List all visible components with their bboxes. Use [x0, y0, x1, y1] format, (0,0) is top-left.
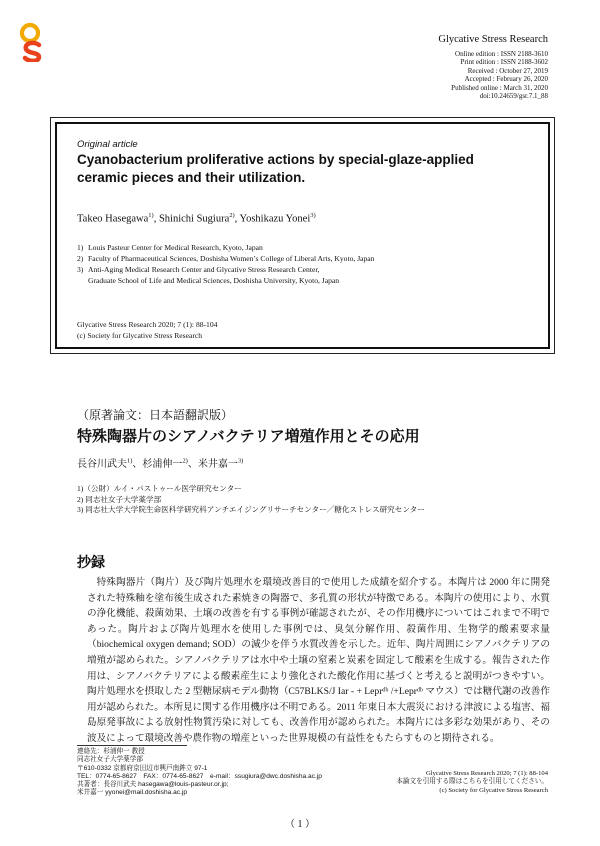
- contact-tel-email: TEL：0774-65-8627 FAX：0774-65-8627 e-mail：ssugiura@dwc.doshisha.ac.jp: [77, 772, 322, 780]
- affiliation-item: [77, 264, 374, 275]
- issn-online: Online edition : ISSN 2188-3610: [455, 50, 548, 58]
- contact-block: [77, 748, 322, 798]
- citation: Glycative Stress Research 2020; 7 (1): 88-104: [77, 320, 218, 329]
- received-date: Received : October 27, 2019: [467, 66, 548, 75]
- contact-name: 連絡先：杉浦伸一 教授: [77, 748, 145, 755]
- jp-article-label: （原著論文：日本語翻訳版）: [77, 408, 234, 422]
- author-separator: 、: [132, 459, 143, 470]
- footnote-divider: [77, 745, 187, 746]
- footer-citation-line: Glycative Stress Research 2020; 7 (1): 88-104: [426, 770, 548, 777]
- affiliation-jp-item: 1)（公財）ルイ・パストゥール医学研究センター: [77, 484, 242, 493]
- abstract-heading: 抄録: [77, 554, 105, 570]
- contact-dept: 同志社女子大学薬学部: [77, 756, 143, 764]
- publication-info: [451, 50, 548, 100]
- author-affil-mark: 1): [148, 212, 154, 219]
- authors-jp: [77, 455, 243, 470]
- author-affil-mark: 2): [229, 212, 235, 219]
- published-date: Published online : March 31, 2020: [451, 83, 548, 92]
- author-name: Takeo Hasegawa: [77, 213, 149, 225]
- journal-name: Glycative Stress Research: [438, 34, 548, 45]
- footer-copyright: (c) Society for Glycative Stress Research: [439, 786, 548, 794]
- author-name: Shinichi Sugiura: [158, 213, 230, 225]
- affiliation-text: Anti-Aging Medical Research Center and Glycative Stress Research Center,: [88, 265, 320, 274]
- affiliations-jp: [77, 484, 425, 516]
- page-number: （ 1 ）: [285, 819, 315, 830]
- affiliation-jp-item: 2) 同志社女子大学薬学部: [77, 494, 162, 504]
- affiliations-en: [77, 242, 374, 286]
- footer-citation: [396, 770, 548, 795]
- affiliation-item: [77, 253, 374, 264]
- coauthor-email: 共著者：長谷川武夫 hasegawa@louis-pasteur.or.jp;: [77, 781, 229, 789]
- citation-block: [77, 319, 217, 341]
- affiliation-text: Faculty of Pharmaceutical Sciences, Doshisha Women’s College of Liberal Arts, Kyoto, Japan: [88, 254, 375, 263]
- affiliation-text: Louis Pasteur Center for Medical Research, Kyoto, Japan: [88, 243, 263, 252]
- author-name-jp: 長谷川武夫: [77, 459, 127, 470]
- affiliation-number: 3): [77, 265, 84, 274]
- author-affil-mark: 3): [237, 457, 244, 465]
- footer-citation-note: 本論文を引用する際はこちらを引用してください。: [396, 778, 548, 786]
- author-affil-mark: 2): [182, 457, 188, 465]
- affiliation-number: 1): [77, 243, 84, 252]
- author-name-jp: 杉浦伸一: [142, 459, 183, 470]
- affiliation-text: Graduate School of Life and Medical Sciences, Doshisha University, Kyoto, Japan: [88, 276, 340, 285]
- affiliation-item: [77, 275, 374, 286]
- jp-article-title: 特殊陶器片のシアノバクテリア増殖作用とその応用: [77, 428, 420, 445]
- author-affil-mark: 1): [127, 457, 133, 465]
- copyright: (c) Society for Glycative Stress Research: [77, 331, 203, 340]
- author-separator: 、: [187, 459, 198, 470]
- author-separator: ,: [153, 213, 159, 225]
- affiliation-jp-item: 3) 同志社大学大学院生命医科学研究科アンチエイジングリサーチセンター／糖化ストレス研究センター: [77, 505, 425, 514]
- author-name-jp: 米井嘉一: [197, 459, 238, 470]
- accepted-date: Accepted : February 26, 2020: [464, 75, 548, 84]
- article-title-en: Cyanobacterium proliferative actions by special-glaze-applied ceramic pieces and their utilization.: [77, 152, 474, 185]
- author-separator: ,: [234, 213, 240, 225]
- coauthor-email: 米井嘉一 yyonei@mail.doshisha.ac.jp: [77, 789, 188, 797]
- affiliation-number: 2): [77, 254, 84, 263]
- author-name: Yoshikazu Yonei: [239, 213, 311, 225]
- authors-en: [77, 212, 316, 225]
- issn-print: Print edition : ISSN 2188-3602: [460, 58, 548, 67]
- article-type: Original article: [77, 139, 138, 150]
- journal-logo-icon: [20, 22, 46, 62]
- doi: doi:10.24659/gsr.7.1_88: [479, 92, 548, 101]
- contact-address: 〒610-0332 京都府京田辺市興戸南鉾立 97-1: [77, 764, 208, 772]
- affiliation-item: [77, 242, 374, 253]
- affiliation-number: [77, 275, 88, 286]
- author-affil-mark: 3): [310, 212, 316, 219]
- abstract-body: 特殊陶器片（陶片）及び陶片処理水を環境改善目的で使用した成績を紹介する。本陶片は 2000 年に開発された特殊釉を塗布後生成された素焼きの陶器で、多孔質の形状が特徴である。本陶片の使用により、水質の浄化機能、殺菌効果、土壌の改善を有する事例が確認されたが、その作用機序についてはこれまで不明であった。陶片および陶片処理水を使用した事例では、臭気分解作用、殺菌作用、生物学的酸素要求量（biochemical oxygen demand; SOD）の減少を伴う水質改善を示した。近年、陶片周囲にシアノバクテリアの増殖が認められた。シアノバクテリアは水中や土壌の窒素と炭素を固定して酸素を生成する。報告された作用は、シアノバクテリアによる酸素産生により強化された酸化作用に基づくと考えると説明がつきやすい。陶片処理水を摂取した 2 型糖尿病モデル動物（C57BLKS/J Iar - + Leprᵈᵇ /+Leprᵈᵇ マウス）では糖代謝の改善作用が認められた。本所見に関する作用機序は不明である。2011 年東日本大震災における津波による塩害、福島原発事故による放射性物質汚染に対しても、改善作用が認められた。本陶片には多彩な効果があり、その波及によって環境改善や農作物の増産といった世界規模の有益性をもたらすものと期待される。: [87, 577, 550, 744]
